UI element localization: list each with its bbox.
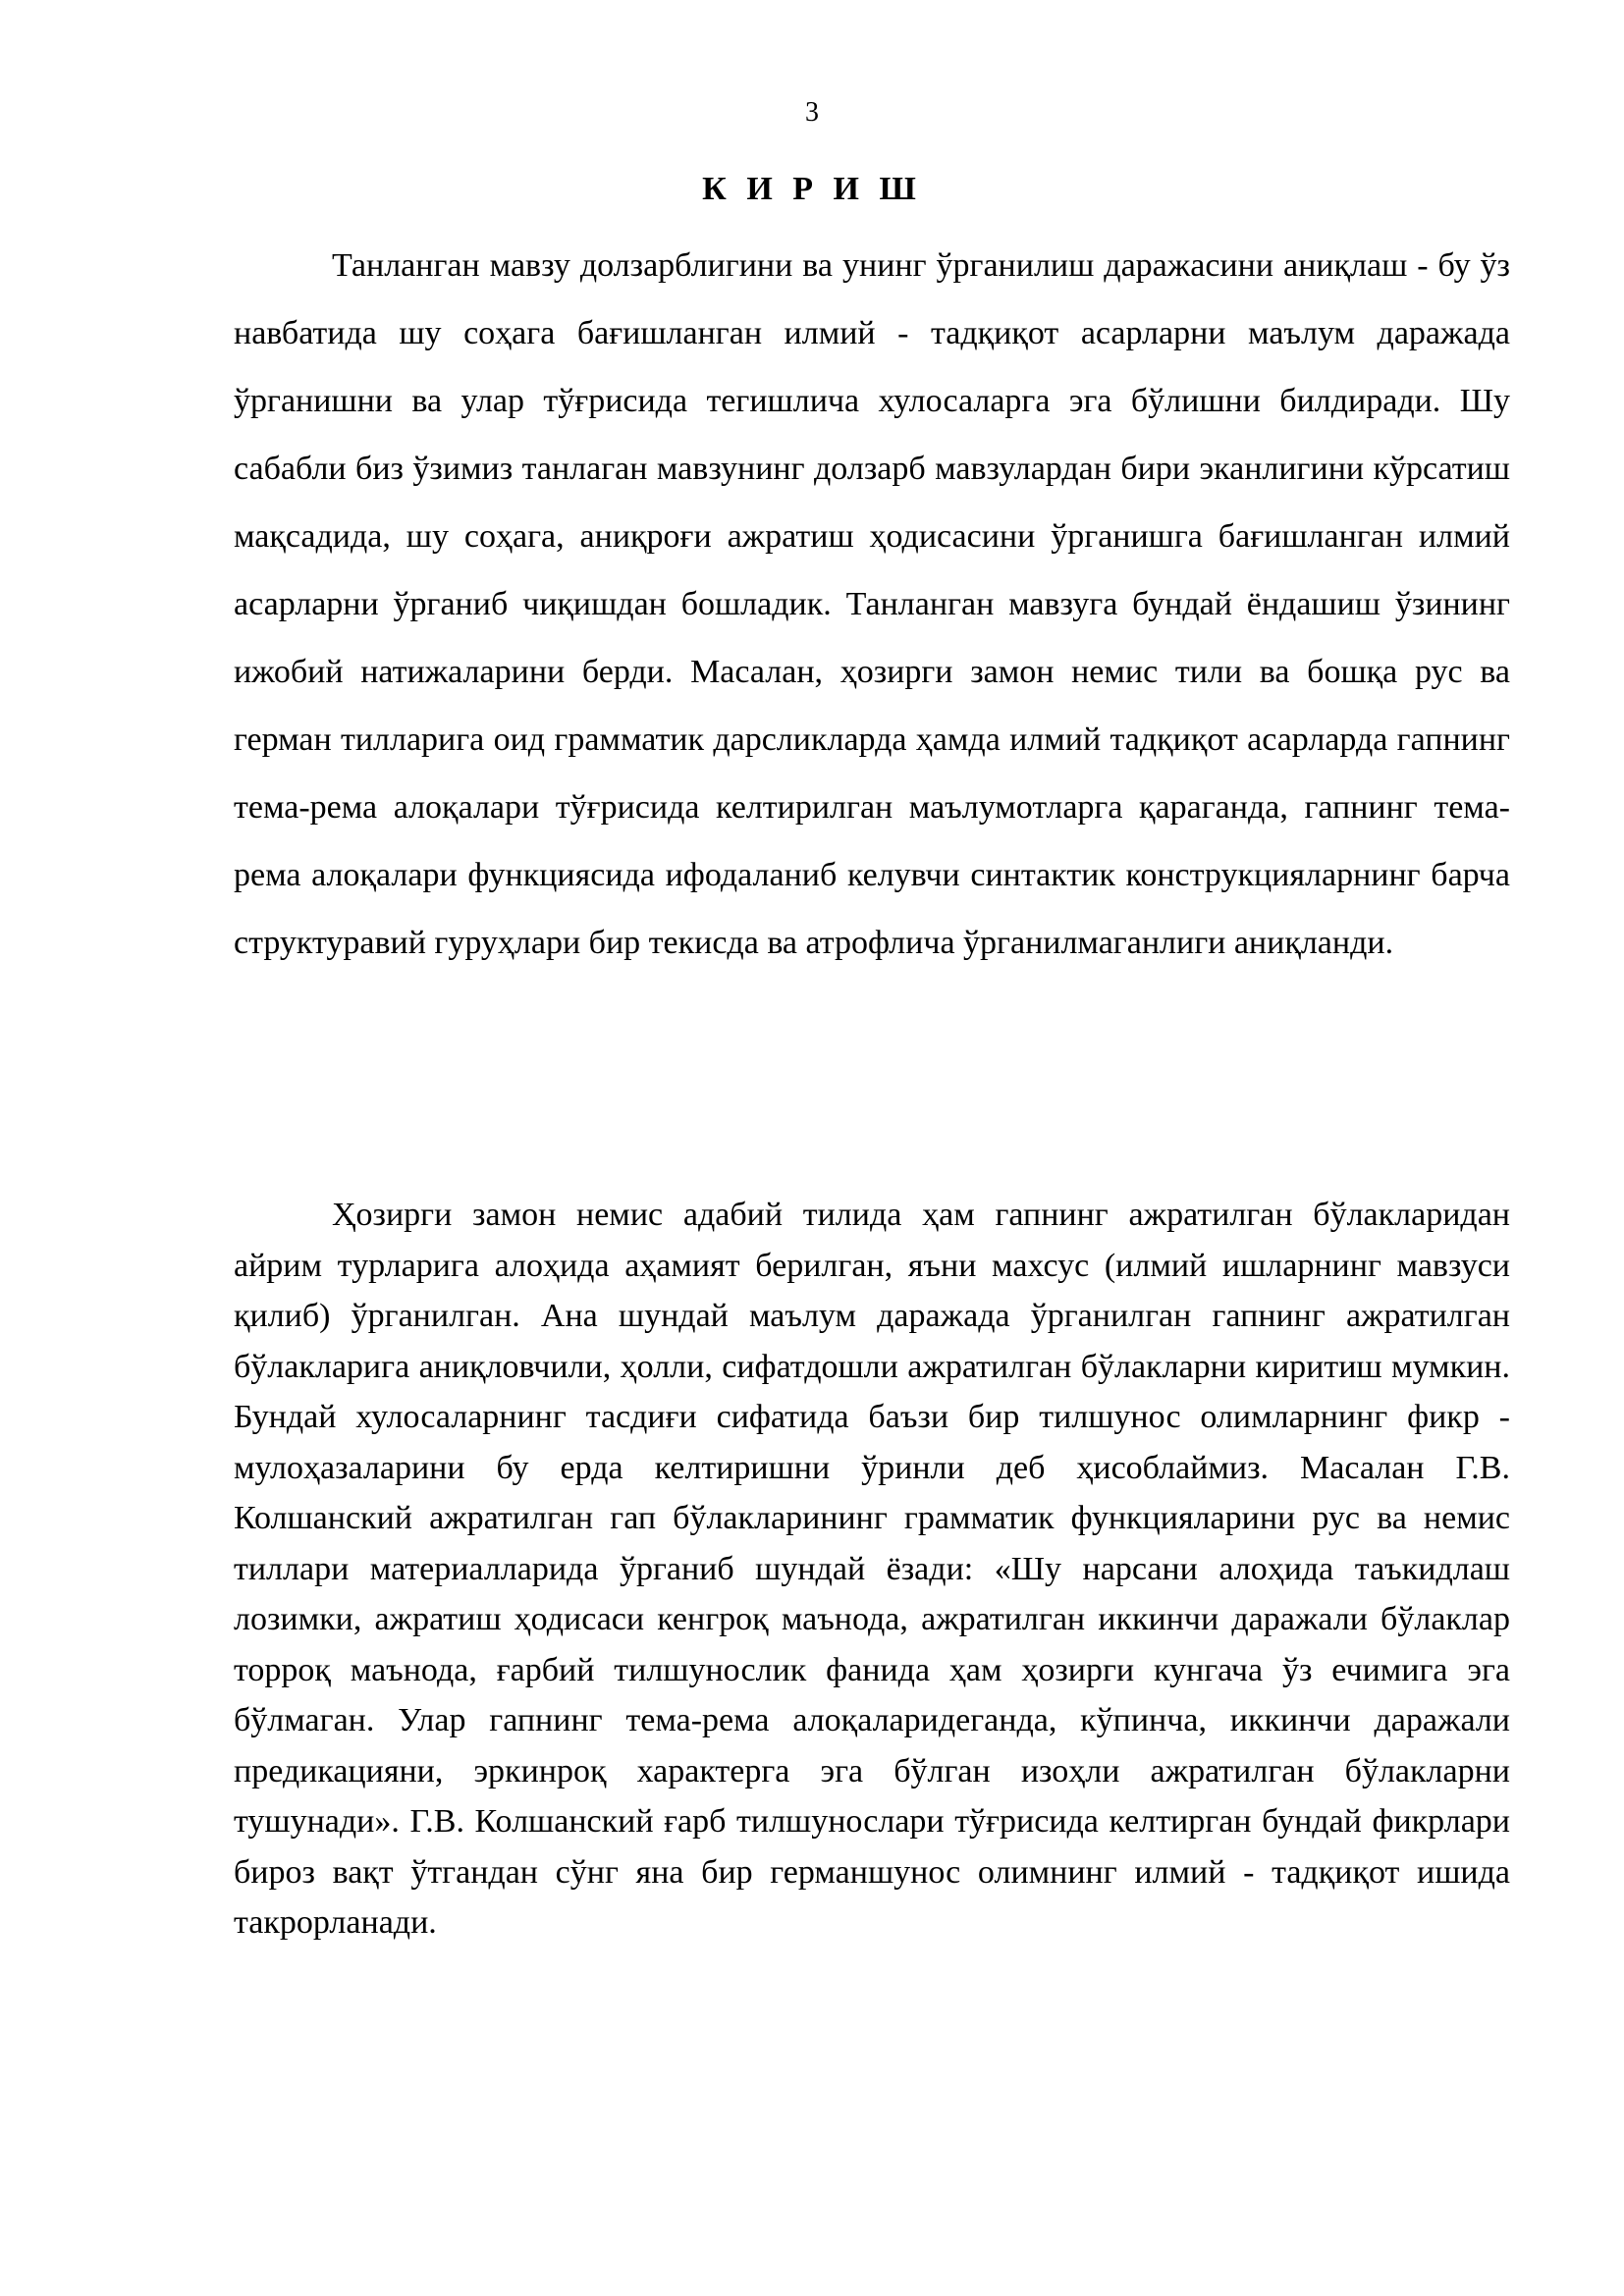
paragraph-1: Танланган мавзу долзарблигини ва унинг ўрганилиш даражасини аниқлаш - бу ўз навбатида шу соҳага бағишланган илмий - тадқиқот асарларни маълум даражада ўрганишни ва улар тўғрисида тегишлича хулосаларга эга бўлишни билдиради. Шу сабабли биз ўзимиз танлаган мавзунинг долзарб мавзулардан бири эканлигини кўрсатиш мақсадида, шу соҳага, аниқроғи ажратиш ҳодисасини ўрганишга бағишланган илмий асарларни ўрганиб чиқишдан бошладик. Танланган мавзуга бундай ёндашиш ўзининг ижобий натижаларини берди. Масалан, ҳозирги замон немис тили ва бошқа рус ва герман тилларига оид грамматик дарсликларда ҳамда илмий тадқиқот асарларда гапнинг тема-рема алоқалари тўғрисида келтирилган маълумотларга қараганда, гапнинг тема-рема алоқалари функциясида ифодаланиб келувчи синтактик конструкцияларнинг барча структуравий гуруҳлари бир текисда ва атрофлича ўрганилмаганлиги аниқланди. (234, 247, 1510, 961)
page-number: 3 (805, 97, 819, 128)
section-heading: К И Р И Ш (702, 171, 922, 207)
paragraph-2: Ҳозирги замон немис адабий тилида ҳам гапнинг ажратилган бўлакларидан айрим турларига алоҳида аҳамият берилган, яъни махсус (илмий ишларнинг мавзуси қилиб) ўрганилган. Ана шундай маълум даражада ўрганилган гапнинг ажратилган бўлакларига аниқловчили, ҳолли, сифатдошли ажратилган бўлакларни киритиш мумкин. Бундай хулосаларнинг тасдиғи сифатида баъзи бир тилшунос олимларнинг фикр - мулоҳазаларини бу ерда келтиришни ўринли деб ҳисоблаймиз. Масалан Г.В. Колшанский ажратилган гап бўлакларининг грамматик функцияларини рус ва немис тиллари материалларида ўрганиб шундай ёзади: «Шу нарсани алоҳида таъкидлаш лозимки, ажратиш ҳодисаси кенгроқ маънода, ажратилган иккинчи даражали бўлаклар торроқ маънода, ғарбий тилшунослик фанида ҳам ҳозирги кунгача ўз ечимига эга бўлмаган. Улар гапнинг тема-рема алоқаларидеганда, кўпинча, иккинчи даражали предикацияни, эркинроқ характерга эга бўлган изоҳли ажратилган бўлакларни тушунади». Г.В. Колшанский ғарб тилшунослари тўғрисида келтирган бундай фикрлари бироз вақт ўтгандан сўнг яна бир германшунос олимнинг илмий - тадқиқот ишида такрорланади. (234, 1197, 1510, 1941)
